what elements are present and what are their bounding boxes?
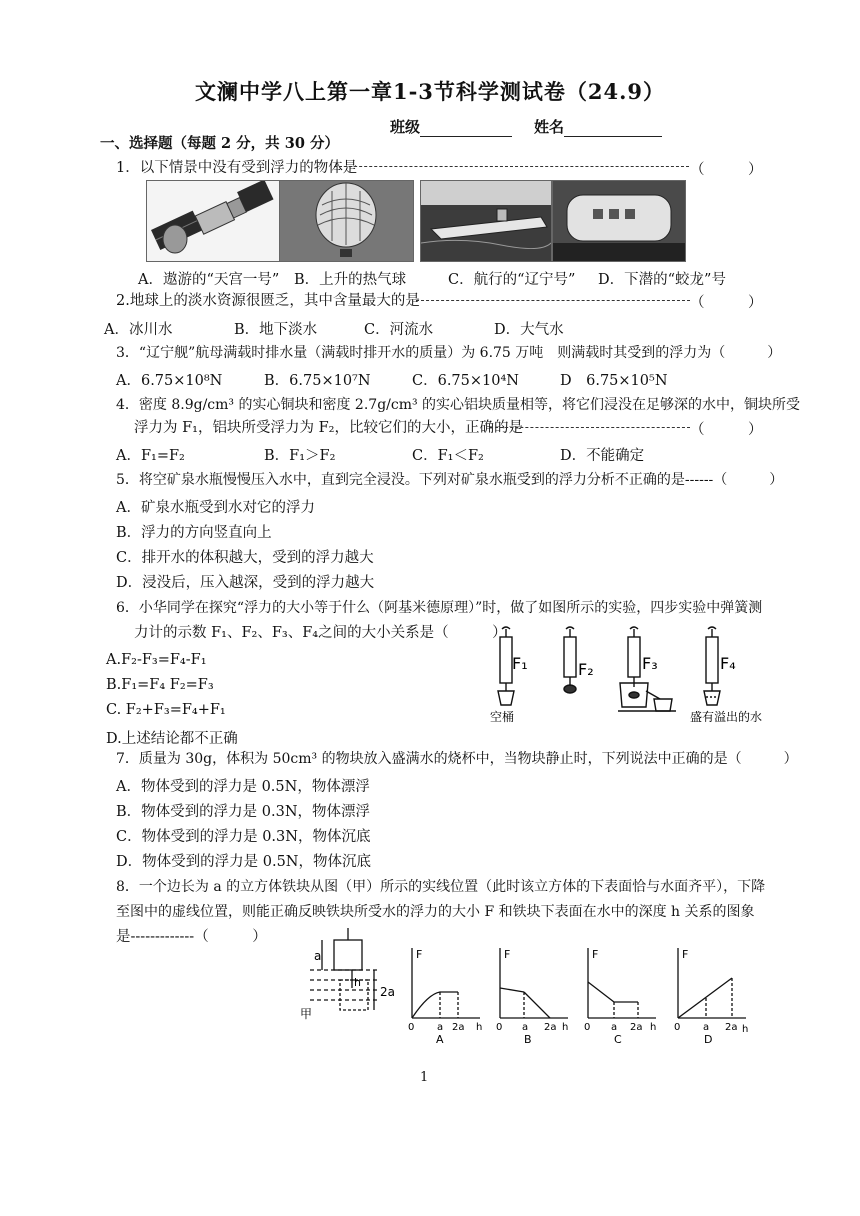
graph-d-tick-2a: 2a <box>725 1022 738 1033</box>
q8-stem-line1: 8．一个边长为 a 的立方体铁块从图（甲）所示的实线位置（此时该立方体的下表面恰与水面齐平），下降 <box>116 879 766 895</box>
q6-option-d[interactable]: D.上述结论都不正确 <box>106 731 238 747</box>
q5-option-c[interactable]: C．排开水的体积越大，受到的浮力越大 <box>116 550 374 566</box>
graph-b-axis-f: F <box>504 948 511 961</box>
q3-option-c[interactable]: C．6.75×10⁴N <box>412 373 519 389</box>
q1-option-a[interactable]: A．遨游的“天宫一号” <box>138 272 280 288</box>
graph-a-tick-a: a <box>437 1022 444 1033</box>
q7-option-d[interactable]: D．物体受到的浮力是 0.5N，物体沉底 <box>116 854 371 870</box>
graph-a-axis-h: h <box>476 1022 483 1033</box>
q1-answer-paren[interactable]: （ ） <box>690 162 763 178</box>
q1-option-d[interactable]: D．下潜的“蛟龙”号 <box>598 272 726 288</box>
q2-option-c[interactable]: C．河流水 <box>364 322 434 338</box>
hot-air-balloon-image <box>279 180 414 262</box>
fig-label-f1: F₁ <box>512 654 528 673</box>
q4-option-d[interactable]: D．不能确定 <box>560 448 645 464</box>
q5-stem: 5．将空矿泉水瓶慢慢压入水中，直到完全浸没。下列对矿泉水瓶受到的浮力分析不正确的是------（ ） <box>116 472 784 488</box>
q4-option-b[interactable]: B．F₁＞F₂ <box>264 448 336 464</box>
q8-stem-line2: 至图中的虚线位置，则能正确反映铁块所受水的浮力的大小 F 和铁块下表面在水中的深度 h 关系的图象 <box>116 904 755 920</box>
q5-option-b[interactable]: B．浮力的方向竖直向上 <box>116 525 272 541</box>
q6-option-b[interactable]: B.F₁=F₄ F₂=F₃ <box>106 677 214 693</box>
q1-option-b[interactable]: B．上升的热气球 <box>294 272 407 288</box>
q1-leader <box>334 166 689 167</box>
aircraft-carrier-image <box>420 180 552 262</box>
spring-scale-figure <box>480 625 780 725</box>
fig-dim-a: a <box>314 949 322 963</box>
q4-option-a[interactable]: A．F₁=F₂ <box>116 448 185 464</box>
q2-stem: 2.地球上的淡水资源很匮乏，其中含量最大的是 <box>116 293 420 309</box>
graph-b-label: B <box>524 1033 532 1043</box>
class-label: 班级 <box>390 118 421 136</box>
q4-stem-line1: 4．密度 8.9g/cm³ 的实心铜块和密度 2.7g/cm³ 的实心铝块质量相等，将它们浸没在足够深的水中，铜块所受 <box>116 397 801 413</box>
graph-b-tick-2a: 2a <box>544 1022 557 1033</box>
graph-c-tick-a: a <box>611 1022 618 1033</box>
q5-option-a[interactable]: A．矿泉水瓶受到水对它的浮力 <box>116 500 315 516</box>
q4-leader <box>490 427 690 428</box>
graph-c-tick-2a: 2a <box>630 1022 643 1033</box>
q3-option-a[interactable]: A．6.75×10⁸N <box>116 373 223 389</box>
q7-stem: 7．质量为 30g，体积为 50cm³ 的物块放入盛满水的烧杯中，当物块静止时，下列说法中正确的是（ ） <box>116 751 798 767</box>
fig-dim-h: h <box>354 976 361 989</box>
space-station-image <box>146 180 280 262</box>
graph-b-tick-a: a <box>522 1022 529 1033</box>
q8-stem-line3: 是-------------（ ） <box>116 929 267 945</box>
class-field <box>390 116 512 137</box>
fig-label-jia: 甲 <box>300 1007 313 1021</box>
q8-figure <box>300 928 770 1043</box>
q4-stem-line2: 浮力为 F₁，铝块所受浮力为 F₂，比较它们的大小，正确的是 <box>134 420 523 436</box>
name-blank[interactable] <box>564 118 662 137</box>
graph-a-tick-2a: 2a <box>452 1022 465 1033</box>
graph-c-axis-f: F <box>592 948 599 961</box>
q6-stem-line1: 6．小华同学在探究“浮力的大小等于什么（阿基米德原理）”时，做了如图所示的实验，四步实验中弹簧测 <box>116 600 763 616</box>
fig-caption-overflow-water: 盛有溢出的水 <box>690 710 763 724</box>
page-title: 文澜中学八上第一章1-3节科学测试卷（24.9） <box>194 79 666 104</box>
graph-d-tick-a: a <box>703 1022 710 1033</box>
q6-option-c[interactable]: C. F₂+F₃=F₄+F₁ <box>106 702 226 718</box>
q4-answer-paren[interactable]: （ ） <box>690 422 763 438</box>
class-blank[interactable] <box>420 118 512 137</box>
q2-leader <box>416 300 690 301</box>
submarine-jiaolong-image <box>552 180 686 262</box>
q2-option-b[interactable]: B．地下淡水 <box>234 322 318 338</box>
graph-d-tick-0: 0 <box>674 1022 681 1033</box>
name-label: 姓名 <box>534 118 565 136</box>
graph-a-axis-f: F <box>416 948 423 961</box>
graph-a-label: A <box>436 1033 444 1043</box>
q6-option-a[interactable]: A.F₂-F₃=F₄-F₁ <box>106 652 207 668</box>
graph-a-tick-0: 0 <box>408 1022 415 1033</box>
graph-d-axis-f: F <box>682 948 689 961</box>
graph-c-label: C <box>614 1033 622 1043</box>
fig-caption-empty-bucket: 空桶 <box>490 710 515 724</box>
q1-stem: 1．以下情景中没有受到浮力的物体是 <box>116 160 358 176</box>
q1-option-c[interactable]: C．航行的“辽宁号” <box>448 272 576 288</box>
graph-c-tick-0: 0 <box>584 1022 591 1033</box>
q7-option-b[interactable]: B．物体受到的浮力是 0.3N，物体漂浮 <box>116 804 371 820</box>
q6-stem-line2: 力计的示数 F₁、F₂、F₃、F₄之间的大小关系是（ ） <box>134 625 507 641</box>
q3-stem: 3．“辽宁舰”航母满载时排水量（满载时排开水的质量）为 6.75 万吨 则满载时其受到的浮力为（ ） <box>116 345 782 361</box>
graph-d-axis-h: h <box>742 1024 749 1035</box>
q3-option-b[interactable]: B．6.75×10⁷N <box>264 373 371 389</box>
fig-label-f3: F₃ <box>642 654 658 673</box>
page-number: 1 <box>420 1070 429 1085</box>
q2-answer-paren[interactable]: （ ） <box>690 295 763 311</box>
graph-c-axis-h: h <box>650 1022 657 1033</box>
q2-option-a[interactable]: A．冰川水 <box>104 322 173 338</box>
graph-b-axis-h: h <box>562 1022 569 1033</box>
fig-label-f2: F₂ <box>578 660 594 679</box>
graph-d-label: D <box>704 1033 713 1043</box>
name-field <box>534 116 662 137</box>
q5-option-d[interactable]: D．浸没后，压入越深，受到的浮力越大 <box>116 575 375 591</box>
fig-label-f4: F₄ <box>720 654 736 673</box>
q7-option-c[interactable]: C．物体受到的浮力是 0.3N，物体沉底 <box>116 829 371 845</box>
graph-b-tick-0: 0 <box>496 1022 503 1033</box>
q2-option-d[interactable]: D．大气水 <box>494 322 564 338</box>
q7-option-a[interactable]: A．物体受到的浮力是 0.5N，物体漂浮 <box>116 779 370 795</box>
fig-dim-2a: 2a <box>380 985 395 999</box>
section-heading: 一、选择题（每题 2 分，共 30 分） <box>100 135 339 152</box>
q3-option-d[interactable]: D 6.75×10⁵N <box>560 373 668 389</box>
q4-option-c[interactable]: C．F₁＜F₂ <box>412 448 484 464</box>
